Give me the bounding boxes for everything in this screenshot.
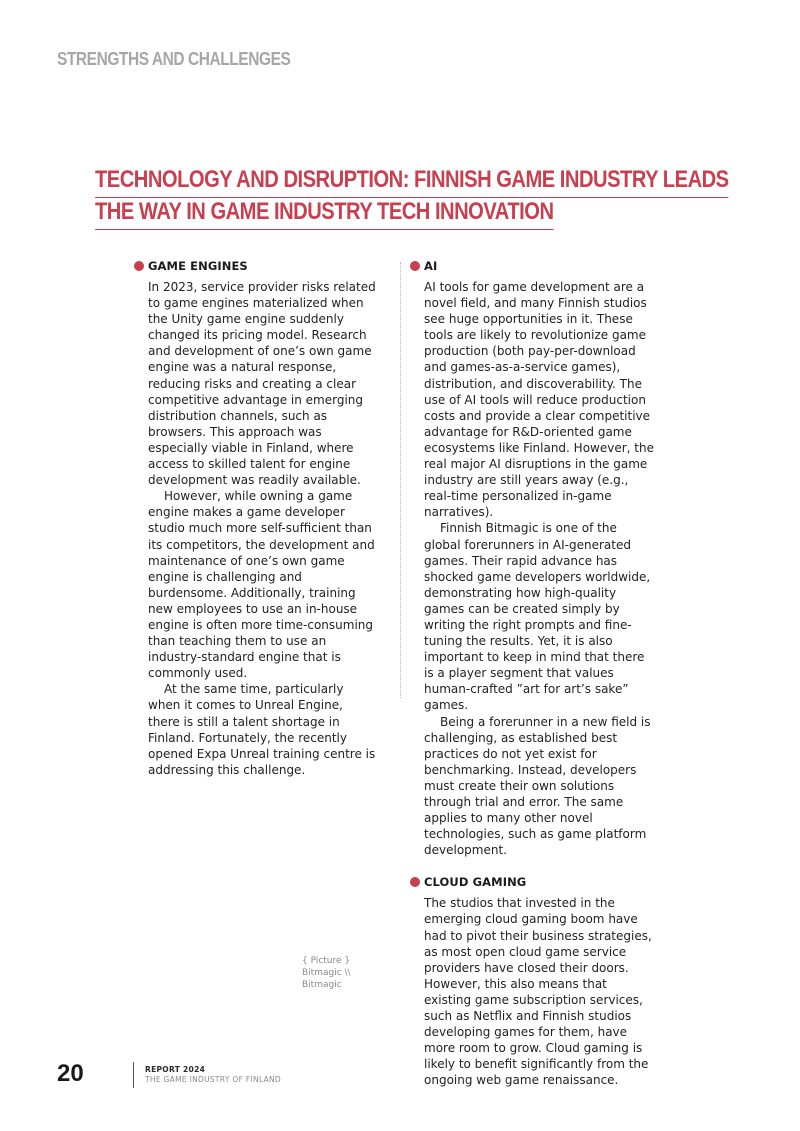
paragraph: At the same time, particularly when it comes to Unreal Engine, there is still a talent shortage in Finland. Fortunately, the recently opened Expa Unreal training centre is addressing this challenge.	[148, 682, 376, 777]
section-label: STRENGTHS AND CHALLENGES	[57, 49, 291, 69]
footer-publication: THE GAME INDUSTRY OF FINLAND	[145, 1075, 282, 1084]
section-body-ai	[424, 279, 654, 858]
column-divider	[400, 262, 401, 698]
page-title-line-2: THE WAY IN GAME INDUSTRY TECH INNOVATION	[95, 198, 553, 230]
section-heading-cloud-gaming	[410, 874, 654, 890]
column-left	[134, 258, 378, 778]
footer	[145, 1065, 281, 1085]
picture-credit-author: Bitmagic	[302, 980, 342, 990]
heading-text: GAME ENGINES	[148, 259, 248, 273]
section-heading-game-engines	[134, 258, 378, 274]
column-right	[410, 258, 654, 1089]
paragraph: However, while owning a game engine makes a game developer studio much more self-sufficient than its competitors, the development and maintenance of one’s own game engine is challenging and burdensome. Additionally, training new employees to use an in-house engine is often more time-consuming than teaching them to use an industry-standard engine that is commonly used.	[148, 489, 375, 681]
page-title	[95, 166, 729, 230]
bullet-dot-icon	[410, 261, 420, 271]
section-gap	[410, 858, 654, 874]
heading-text: CLOUD GAMING	[424, 875, 527, 890]
section-body-game-engines	[148, 279, 378, 778]
page-number: 20	[57, 1060, 84, 1087]
footer-divider	[133, 1062, 134, 1088]
section-heading-ai	[410, 258, 654, 274]
paragraph: AI tools for game development are a novel field, and many Finnish studios see huge opportunities in it. These tools are likely to revolutionize game production (both pay-per-download and games-as-a-service games), distribution, and discoverability. The use of AI tools will reduce production costs and provide a clear competitive advantage for R&D-oriented game ecosystems like Finland. However, the real major AI disruptions in the game industry are still years away (e.g., real-time personalized in-game narratives).	[424, 280, 654, 520]
paragraph: The studios that invested in the emerging cloud gaming boom have had to pivot their business strategies, as most open cloud game service providers have closed their doors. However, this also means that existing game subscription services, such as Netflix and Finnish studios developing games for them, have more room to grow. Cloud gaming is likely to benefit significantly from the ongoing web game renaissance.	[424, 896, 652, 1088]
picture-credit-source: Bitmagic \\	[302, 968, 351, 978]
heading-text: AI	[424, 259, 438, 273]
paragraph: Being a forerunner in a new field is challenging, as established best practices do not yet exist for benchmarking. Instead, developers must create their own solutions through trial and error. The same applies to many other novel technologies, such as game platform development.	[424, 714, 651, 858]
bullet-dot-icon	[134, 261, 144, 271]
footer-report: REPORT 2024	[145, 1065, 206, 1074]
page-title-line-1: TECHNOLOGY AND DISRUPTION: FINNISH GAME INDUSTRY LEADS	[95, 166, 729, 198]
picture-credit	[302, 955, 351, 991]
picture-credit-label: { Picture }	[302, 956, 351, 966]
paragraph: Finnish Bitmagic is one of the global forerunners in AI-generated games. Their rapid advance has shocked game developers worldwide, demonstrating how high-quality games can be created simply by writing the right prompts and fine-tuning the results. Yet, it is also important to keep in mind that there is a player segment that values human-crafted ”art for art’s sake” games.	[424, 521, 651, 713]
paragraph: In 2023, service provider risks related to game engines materialized when the Unity game engine suddenly changed its pricing model. Research and development of one’s own game engine was a natural response, reducing risks and creating a clear competitive advantage in emerging distribution channels, such as browsers. This approach was especially viable in Finland, where access to skilled talent for engine development was readily available.	[148, 280, 376, 488]
bullet-dot-icon	[410, 877, 420, 887]
section-body-cloud-gaming	[424, 895, 654, 1088]
